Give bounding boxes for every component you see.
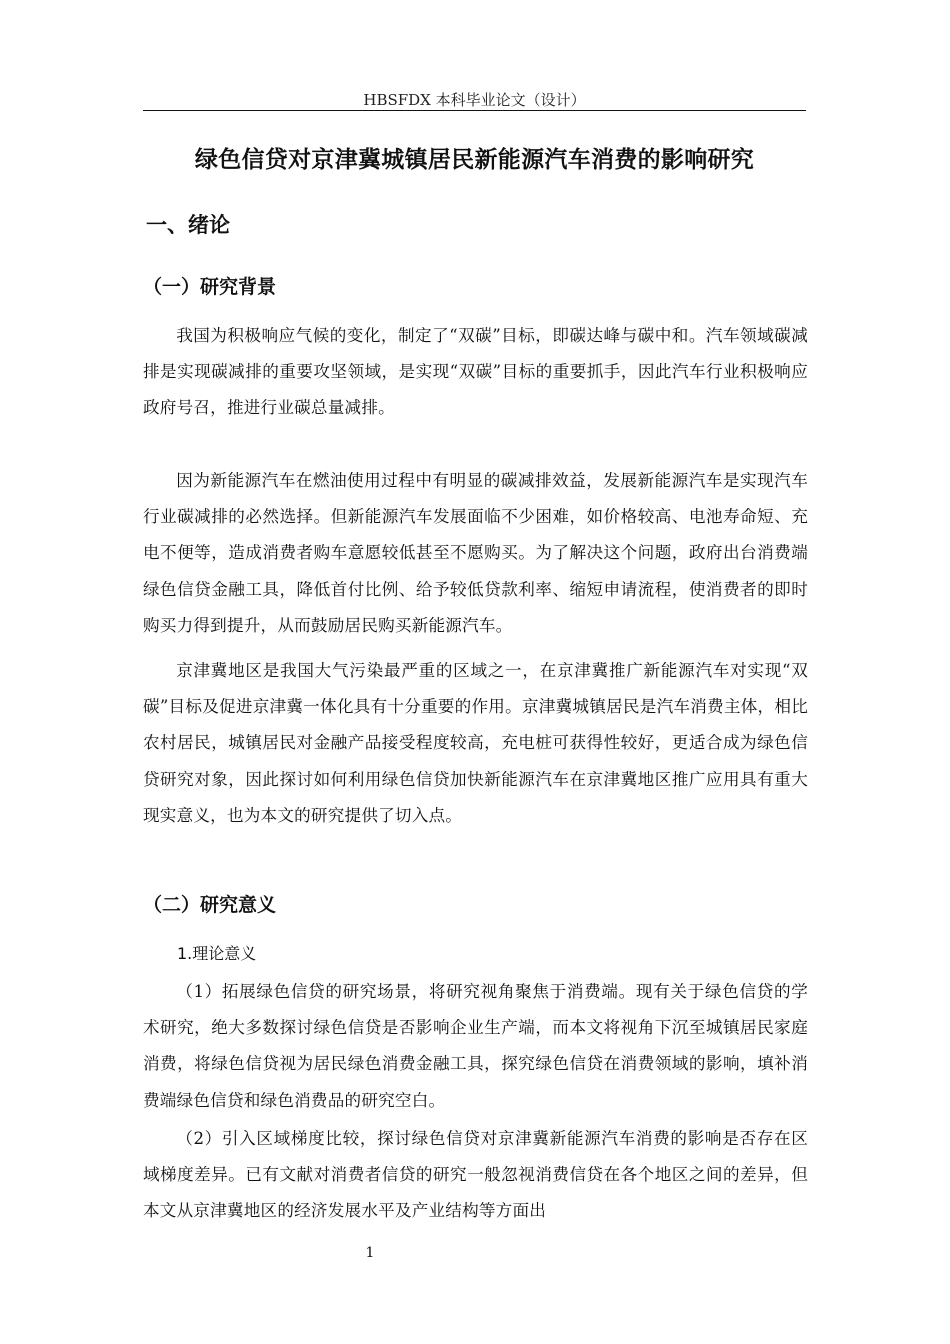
subsection-heading-background: （一）研究背景 <box>143 276 277 298</box>
section-heading-introduction: 一、绪论 <box>146 213 230 237</box>
body-paragraph: 我国为积极响应气候的变化，制定了“双碳”目标，即碳达峰与碳中和。汽车领域碳减排是实现碳减排的重要攻坚领域，是实现“双碳”目标的重要抓手，因此汽车行业积极响应政府号召，推进行业碳总量减排。 <box>143 326 808 418</box>
page-number: 1 <box>365 1245 375 1261</box>
body-paragraph: （2）引入区域梯度比较，探讨绿色信贷对京津冀新能源汽车消费的影响是否存在区域梯度差异。已有文献对消费者信贷的研究一般忽视消费信贷在各个地区之间的差异，但本文从京津冀地区的经济发展水平及产业结构等方面出 <box>143 1129 808 1221</box>
subsection-heading-significance: （二）研究意义 <box>143 894 277 916</box>
body-paragraph: 京津冀地区是我国大气污染最严重的区域之一，在京津冀推广新能源汽车对实现“双碳”目标及促进京津冀一体化具有十分重要的作用。京津冀城镇居民是汽车消费主体，相比农村居民，城镇居民对金融产品接受程度较高，充电桩可获得性较好，更适合成为绿色信贷研究对象，因此探讨如何利用绿色信贷加快新能源汽车在京津冀地区推广应用具有重大现实意义，也为本文的研究提供了切入点。 <box>143 661 808 825</box>
running-header: HBSFDX 本科毕业论文（设计） <box>363 91 586 109</box>
body-paragraph: （1）拓展绿色信贷的研究场景，将研究视角聚焦于消费端。现有关于绿色信贷的学术研究，绝大多数探讨绿色信贷是否影响企业生产端，而本文将视角下沉至城镇居民家庭消费，将绿色信贷视为居民绿色消费金融工具，探究绿色信贷在消费领域的影响，填补消费端绿色信贷和绿色消费品的研究空白。 <box>143 982 808 1110</box>
header-rule <box>143 110 806 111</box>
body-paragraph: 因为新能源汽车在燃油使用过程中有明显的碳减排效益，发展新能源汽车是实现汽车行业碳减排的必然选择。但新能源汽车发展面临不少困难，如价格较高、电池寿命短、充电不便等，造成消费者购车意愿较低甚至不愿购买。为了解决这个问题，政府出台消费端绿色信贷金融工具，降低首付比例、给予较低贷款利率、缩短申请流程，使消费者的即时购买力得到提升，从而鼓励居民购买新能源汽车。 <box>143 471 808 635</box>
paper-title: 绿色信贷对京津冀城镇居民新能源汽车消费的影响研究 <box>194 147 755 173</box>
sub-subsection-heading-theory: 1.理论意义 <box>177 944 257 963</box>
